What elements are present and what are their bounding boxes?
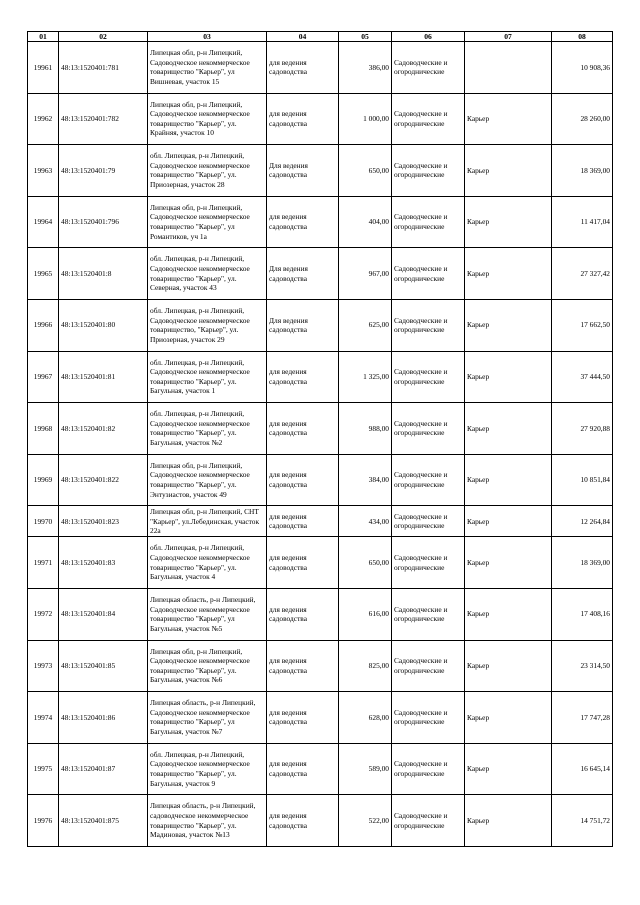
- category-cell-text: Садоводческие и огороднические: [394, 811, 448, 830]
- category-cell: [392, 145, 465, 197]
- cadastral-value-cell: 18 369,00: [552, 537, 613, 589]
- name-cell: Карьер: [465, 454, 552, 506]
- category-cell: [392, 248, 465, 300]
- permitted-use-cell-text: Для ведения садоводства: [269, 315, 308, 335]
- category-cell: [392, 795, 465, 847]
- table-row: [28, 692, 613, 744]
- table-row: [28, 506, 613, 537]
- category-cell-text: Садоводческие и огороднические: [394, 57, 448, 77]
- category-cell-text: Садоводческие и огороднические: [394, 315, 448, 335]
- row-number: 19969: [28, 454, 59, 506]
- name-cell: Карьер: [465, 93, 552, 145]
- table-row: [28, 196, 613, 248]
- category-cell: [392, 196, 465, 248]
- row-number: 19963: [28, 145, 59, 197]
- category-cell: [392, 692, 465, 744]
- area-cell: 825,00: [339, 640, 392, 692]
- row-number: 19964: [28, 196, 59, 248]
- permitted-use-cell-text: для ведения садоводства: [269, 212, 307, 232]
- cadastral-number: 48:13:1520401:81: [59, 351, 148, 403]
- address-cell-text: обл. Липецкая, р-н Липецкий, Садоводческое некоммерческое товарищество "Карьер", ул. Приозерная, участок 28: [150, 151, 250, 190]
- area-cell: 625,00: [339, 299, 392, 351]
- cadastral-value-cell: 17 747,28: [552, 692, 613, 744]
- permitted-use-cell: [267, 588, 339, 640]
- category-cell-text: Садоводческие и огороднические: [394, 553, 448, 572]
- category-cell: [392, 454, 465, 506]
- column-header-07: 07: [465, 32, 552, 42]
- cadastral-number: 48:13:1520401:85: [59, 640, 148, 692]
- row-number: 19962: [28, 93, 59, 145]
- address-cell: [148, 743, 267, 795]
- area-cell: 522,00: [339, 795, 392, 847]
- table-row: [28, 454, 613, 506]
- table-row: [28, 299, 613, 351]
- row-number: 19971: [28, 537, 59, 589]
- name-cell: Карьер: [465, 692, 552, 744]
- table-row: [28, 248, 613, 300]
- cadastral-number: 48:13:1520401:875: [59, 795, 148, 847]
- address-cell: [148, 351, 267, 403]
- permitted-use-cell-text: для ведения садоводства: [269, 759, 307, 779]
- area-cell: 650,00: [339, 537, 392, 589]
- row-number: 19967: [28, 351, 59, 403]
- table-row: [28, 795, 613, 847]
- permitted-use-cell: [267, 795, 339, 847]
- address-cell-text: обл. Липецкая, р-н Липецкий, Садоводческое некоммерческое товарищество "Карьер", ул. Северная, участок 43: [150, 254, 250, 293]
- address-cell-text: Липецкая обл, р-н Липецкий, СНТ "Карьер", ул.Лебединская, участок 22а: [150, 506, 260, 536]
- table-row: [28, 93, 613, 145]
- cadastral-number: 48:13:1520401:80: [59, 299, 148, 351]
- permitted-use-cell-text: для ведения садоводства: [269, 109, 307, 128]
- name-cell: Карьер: [465, 248, 552, 300]
- area-cell: 386,00: [339, 42, 392, 94]
- permitted-use-cell: [267, 403, 339, 455]
- row-number: 19975: [28, 743, 59, 795]
- permitted-use-cell-text: для ведения садоводства: [269, 553, 307, 572]
- area-cell: 1 000,00: [339, 93, 392, 145]
- cadastral-value-cell: 10 908,36: [552, 42, 613, 94]
- cadastral-value-cell: 14 751,72: [552, 795, 613, 847]
- name-cell: Карьер: [465, 145, 552, 197]
- column-header-06: 06: [392, 32, 465, 42]
- permitted-use-cell-text: для ведения садоводства: [269, 511, 307, 531]
- area-cell: 988,00: [339, 403, 392, 455]
- table-row: [28, 537, 613, 589]
- cadastral-number: 48:13:1520401:84: [59, 588, 148, 640]
- column-header-02: 02: [59, 32, 148, 42]
- cadastral-number: 48:13:1520401:781: [59, 42, 148, 94]
- address-cell: [148, 588, 267, 640]
- column-header-01: 01: [28, 32, 59, 42]
- category-cell: [392, 506, 465, 537]
- row-number: 19972: [28, 588, 59, 640]
- cadastral-value-cell: 18 369,00: [552, 145, 613, 197]
- header-row: [28, 32, 613, 42]
- address-cell-text: Липецкая обл, р-н Липецкий, Садоводческое некоммерческое товарищество "Карьер", ул. Энтузиастов, участок 49: [150, 460, 250, 499]
- row-number: 19970: [28, 506, 59, 537]
- name-cell: Карьер: [465, 537, 552, 589]
- category-cell-text: Садоводческие и огороднические: [394, 109, 448, 128]
- permitted-use-cell: [267, 351, 339, 403]
- column-header-03: 03: [148, 32, 267, 42]
- cadastral-number: 48:13:1520401:8: [59, 248, 148, 300]
- permitted-use-cell-text: для ведения садоводства: [269, 367, 307, 386]
- cadastral-number: 48:13:1520401:86: [59, 692, 148, 744]
- address-cell: [148, 299, 267, 351]
- permitted-use-cell-text: для ведения садоводства: [269, 707, 307, 727]
- address-cell-text: Липецкая обл, р-н Липецкий, Садоводческое некоммерческое товарищество "Карьер", ул. Крайняя, участок 10: [150, 99, 250, 138]
- cadastral-value-cell: 11 417,04: [552, 196, 613, 248]
- category-cell-text: Садоводческие и огороднические: [394, 656, 448, 675]
- table-body: [28, 42, 613, 847]
- area-cell: 628,00: [339, 692, 392, 744]
- cadastral-number: 48:13:1520401:82: [59, 403, 148, 455]
- cadastral-value-cell: 17 408,16: [552, 588, 613, 640]
- category-cell: [392, 42, 465, 94]
- address-cell: [148, 248, 267, 300]
- cadastral-number: 48:13:1520401:796: [59, 196, 148, 248]
- permitted-use-cell: [267, 248, 339, 300]
- table-row: [28, 743, 613, 795]
- category-cell-text: Садоводческие и огороднические: [394, 160, 448, 180]
- area-cell: 650,00: [339, 145, 392, 197]
- category-cell: [392, 93, 465, 145]
- cadastral-value-cell: 10 851,84: [552, 454, 613, 506]
- permitted-use-cell-text: для ведения садоводства: [269, 656, 307, 675]
- address-cell-text: Липецкая обл, р-н Липецкий, Садоводческое некоммерческое товарищество "Карьер", ул. Багульная, участок №6: [150, 646, 250, 685]
- category-cell-text: Садоводческие и огороднические: [394, 511, 448, 531]
- area-cell: 404,00: [339, 196, 392, 248]
- area-cell: 384,00: [339, 454, 392, 506]
- category-cell-text: Садоводческие и огороднические: [394, 212, 448, 232]
- category-cell: [392, 403, 465, 455]
- address-cell-text: обл. Липецкая, р-н Липецкий, Садоводческое некоммерческое товарищество, "Карьер", ул. Приозерная, участок 29: [150, 306, 250, 344]
- name-cell: Карьер: [465, 588, 552, 640]
- column-header-08: 08: [552, 32, 613, 42]
- address-cell-text: обл. Липецкая, р-н Липецкий, Садоводческое некоммерческое товарищество "Карьер", ул. Багульная, участок 1: [150, 357, 250, 396]
- cadastral-number: 48:13:1520401:782: [59, 93, 148, 145]
- permitted-use-cell: [267, 454, 339, 506]
- address-cell: [148, 196, 267, 248]
- row-number: 19961: [28, 42, 59, 94]
- address-cell-text: Липецкая область, р-н Липецкий, Садоводческое некоммерческое товарищество "Карьер", ул Багульная, участок №7: [150, 698, 256, 737]
- cadastral-value-cell: 27 327,42: [552, 248, 613, 300]
- column-header-05: 05: [339, 32, 392, 42]
- category-cell-text: Садоводческие и огороднические: [394, 367, 448, 386]
- cadastral-number: 48:13:1520401:822: [59, 454, 148, 506]
- name-cell: Карьер: [465, 299, 552, 351]
- category-cell-text: Садоводческие и огороднические: [394, 604, 448, 624]
- address-cell-text: Липецкая область, р-н Липецкий, Садоводческое некоммерческое товарищество "Карьер", ул Багульная, участок №5: [150, 595, 256, 633]
- name-cell: Карьер: [465, 351, 552, 403]
- area-cell: 434,00: [339, 506, 392, 537]
- cadastral-value-cell: 16 645,14: [552, 743, 613, 795]
- address-cell: [148, 42, 267, 94]
- permitted-use-cell-text: для ведения садоводства: [269, 470, 307, 490]
- row-number: 19965: [28, 248, 59, 300]
- cadastral-number: 48:13:1520401:823: [59, 506, 148, 537]
- cadastral-value-cell: 28 260,00: [552, 93, 613, 145]
- cadastral-number: 48:13:1520401:87: [59, 743, 148, 795]
- address-cell: [148, 537, 267, 589]
- category-cell-text: Садоводческие и огороднические: [394, 264, 448, 283]
- table-row: [28, 351, 613, 403]
- address-cell: [148, 795, 267, 847]
- name-cell: Карьер: [465, 743, 552, 795]
- category-cell: [392, 640, 465, 692]
- category-cell: [392, 537, 465, 589]
- address-cell: [148, 640, 267, 692]
- cadastral-value-cell: 37 444,50: [552, 351, 613, 403]
- permitted-use-cell: [267, 692, 339, 744]
- cadastral-number: 48:13:1520401:79: [59, 145, 148, 197]
- cadastral-value-cell: 23 314,50: [552, 640, 613, 692]
- permitted-use-cell: [267, 640, 339, 692]
- row-number: 19968: [28, 403, 59, 455]
- permitted-use-cell: [267, 743, 339, 795]
- address-cell: [148, 506, 267, 537]
- table-row: [28, 42, 613, 94]
- cadastral-value-cell: 12 264,84: [552, 506, 613, 537]
- address-cell-text: Липецкая область, р-н Липецкий, садоводческое некоммерческое товарищество "Карьер", ул. Мадиновая, участок №13: [150, 801, 256, 840]
- category-cell-text: Садоводческие и огороднические: [394, 707, 448, 727]
- category-cell: [392, 588, 465, 640]
- row-number: 19973: [28, 640, 59, 692]
- address-cell: [148, 145, 267, 197]
- row-number: 19976: [28, 795, 59, 847]
- cadastral-number: 48:13:1520401:83: [59, 537, 148, 589]
- name-cell: Карьер: [465, 795, 552, 847]
- permitted-use-cell-text: для ведения садоводства: [269, 811, 307, 830]
- address-cell-text: обл. Липецкая, р-н Липецкий, Садоводческое некоммерческое товарищество "Карьер", ул. Багульная, участок 9: [150, 749, 250, 788]
- name-cell: [465, 42, 552, 94]
- land-registry-table: [27, 31, 613, 847]
- permitted-use-cell: [267, 42, 339, 94]
- table-row: [28, 640, 613, 692]
- area-cell: 616,00: [339, 588, 392, 640]
- permitted-use-cell: [267, 299, 339, 351]
- permitted-use-cell: [267, 506, 339, 537]
- name-cell: Карьер: [465, 196, 552, 248]
- category-cell: [392, 299, 465, 351]
- permitted-use-cell-text: для ведения садоводства: [269, 57, 307, 77]
- permitted-use-cell-text: Для ведения садоводства: [269, 160, 308, 180]
- category-cell-text: Садоводческие и огороднические: [394, 470, 448, 490]
- row-number: 19974: [28, 692, 59, 744]
- area-cell: 1 325,00: [339, 351, 392, 403]
- column-header-04: 04: [267, 32, 339, 42]
- permitted-use-cell-text: для ведения садоводства: [269, 418, 307, 438]
- address-cell-text: обл. Липецкая, р-н Липецкий, Садоводческое некоммерческое товарищество "Карьер", ул. Багульная, участок 4: [150, 543, 250, 582]
- table-row: [28, 403, 613, 455]
- address-cell-text: Липецкая обл, р-н Липецкий, Садоводческое некоммерческое товарищество "Карьер", ул Романтиков, уч 1а: [150, 202, 250, 241]
- name-cell: Карьер: [465, 506, 552, 537]
- name-cell: Карьер: [465, 403, 552, 455]
- permitted-use-cell: [267, 196, 339, 248]
- name-cell: Карьер: [465, 640, 552, 692]
- area-cell: 589,00: [339, 743, 392, 795]
- address-cell-text: обл. Липецкая, р-н Липецкий, Садоводческое некоммерческое товарищество "Карьер", ул. Багульная, участок №2: [150, 409, 250, 448]
- permitted-use-cell: [267, 145, 339, 197]
- row-number: 19966: [28, 299, 59, 351]
- address-cell: [148, 692, 267, 744]
- permitted-use-cell: [267, 537, 339, 589]
- address-cell: [148, 454, 267, 506]
- permitted-use-cell-text: Для ведения садоводства: [269, 264, 308, 283]
- category-cell-text: Садоводческие и огороднические: [394, 418, 448, 438]
- table-row: [28, 145, 613, 197]
- category-cell-text: Садоводческие и огороднические: [394, 759, 448, 779]
- category-cell: [392, 351, 465, 403]
- table-row: [28, 588, 613, 640]
- address-cell-text: Липецкая обл, р-н Липецкий, Садоводческое некоммерческое товарищество "Карьер", ул Вишневая, участок 15: [150, 48, 250, 86]
- address-cell: [148, 93, 267, 145]
- area-cell: 967,00: [339, 248, 392, 300]
- cadastral-value-cell: 17 662,50: [552, 299, 613, 351]
- permitted-use-cell-text: для ведения садоводства: [269, 604, 307, 624]
- address-cell: [148, 403, 267, 455]
- cadastral-value-cell: 27 920,88: [552, 403, 613, 455]
- category-cell: [392, 743, 465, 795]
- permitted-use-cell: [267, 93, 339, 145]
